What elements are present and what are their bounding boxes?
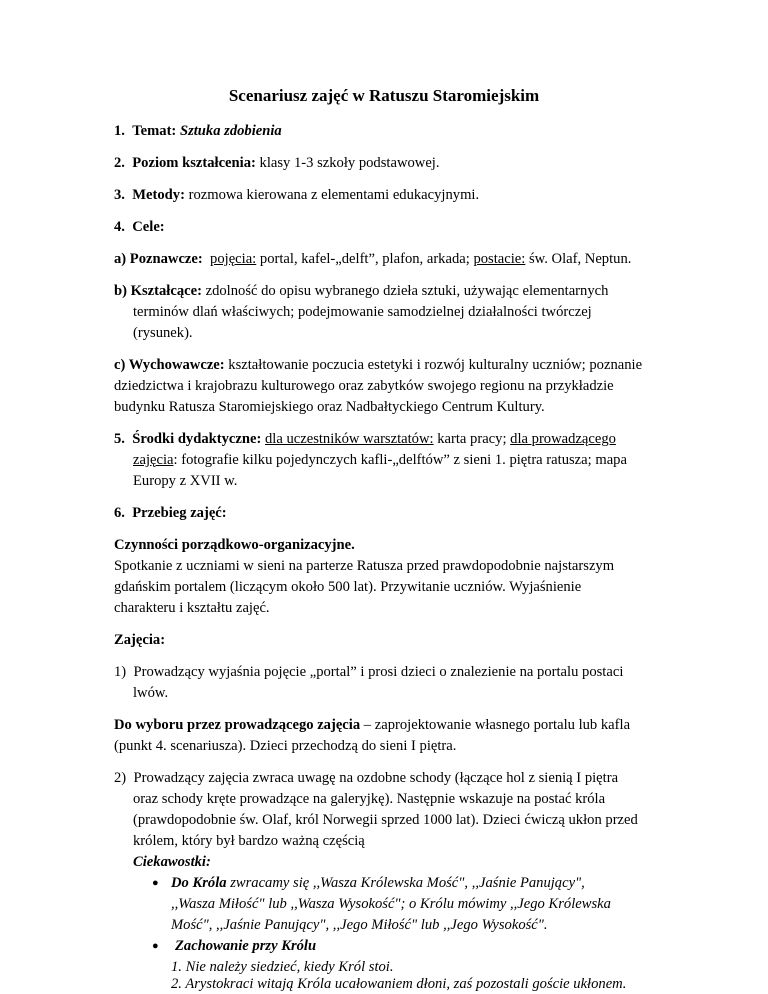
- section-heading-text: Zajęcia:: [114, 632, 166, 648]
- goal-cognitive: [114, 249, 676, 270]
- section-heading-text: Czynności porządkowo-organizacyjne.: [114, 537, 355, 553]
- paragraph-line: gdańskim portalem (liczącym około 500 lat). Przywitanie uczniów. Wyjaśnienie: [114, 579, 582, 595]
- aids-leader-label: dla prowadzącego: [510, 431, 616, 447]
- item-label: Cele:: [132, 219, 165, 235]
- step-text-line: (prawdopodobnie św. Olaf, król Norwegii sprzed 1000 lat). Dzieci ćwiczą ukłon przed: [133, 812, 638, 828]
- curiosities-heading: [133, 852, 676, 873]
- item-goals: [114, 217, 676, 238]
- paragraph-line: charakteru i kształtu zajęć.: [114, 600, 270, 616]
- goal-text-line: (rysunek).: [133, 325, 193, 341]
- item-number: 5.: [114, 431, 125, 447]
- goal-text-line: zdolność do opisu wybranego dzieła sztuki, używając elementarnych: [205, 283, 609, 299]
- option-text: – zaprojektowanie własnego portalu lub kafla: [360, 717, 631, 733]
- curiosity-text-line: 2. Arystokraci witają Króla ucałowaniem dłoni, zaś pozostali goście ukłonem.: [171, 976, 627, 992]
- item-value: rozmowa kierowana z elementami edukacyjnymi.: [188, 187, 480, 203]
- teaching-aids-line: Europy z XVII w.: [133, 473, 238, 489]
- section-heading: [114, 630, 676, 651]
- figures-label: postacie:: [473, 251, 526, 267]
- goal-label: a) Poznawcze:: [114, 251, 203, 267]
- item-label: Przebieg zajęć:: [132, 505, 227, 521]
- item-number: 4.: [114, 219, 125, 235]
- goal-label: b) Kształcące:: [114, 283, 202, 299]
- item-label: Środki dydaktyczne:: [132, 431, 262, 447]
- goal-text-line: dziedzictwa i krajobrazu kulturowego oraz zabytków swojego regionu na przykładzie: [114, 378, 614, 394]
- curiosity-bold: Zachowanie przy Królu: [175, 938, 317, 954]
- terms-text: portal, kafel-„delft”, plafon, arkada;: [259, 251, 470, 267]
- bullet-icon: ●: [152, 940, 159, 952]
- section-heading: [114, 535, 676, 556]
- document-title: Scenariusz zajęć w Ratuszu Staromiejskim: [228, 86, 540, 105]
- step-number: 2): [114, 770, 127, 786]
- item-value: klasy 1-3 szkoły podstawowej.: [259, 155, 440, 171]
- curiosity-text: zwracamy się ,,Wasza Królewska Mość", ,,Jaśnie Panujący",: [226, 875, 585, 891]
- curiosity-text-line: ,,Wasza Miłość" lub ,,Wasza Wysokość"; o Królu mówimy ,,Jego Królewska: [171, 896, 611, 912]
- paragraph-line: (punkt 4. scenariusza). Dzieci przechodzą do sieni I piętra.: [114, 738, 457, 754]
- option-paragraph: [114, 715, 676, 736]
- item-number: 3.: [114, 187, 125, 203]
- item-level: [114, 153, 676, 174]
- curiosity-text-line: 1. Nie należy siedzieć, kiedy Król stoi.: [171, 959, 394, 975]
- step-text-line: królem, który był bardzo ważną częścią: [133, 833, 365, 849]
- option-bold: Do wyboru przez prowadzącego zajęcia: [114, 717, 361, 733]
- item-value: Sztuka zdobienia: [179, 123, 282, 139]
- teaching-aids: [114, 429, 676, 450]
- item-label: Metody:: [132, 187, 185, 203]
- step-text-line: oraz schody kręte prowadzące na galeryjkę). Następnie wskazuje na postać króla: [133, 791, 606, 807]
- bullet-icon: ●: [152, 877, 159, 889]
- curiosity-bold: Do Króla: [171, 875, 227, 891]
- term-label: pojęcia:: [210, 251, 257, 267]
- item-methods: [114, 185, 676, 206]
- item-label: Poziom kształcenia:: [132, 155, 256, 171]
- step-text: Prowadzący zajęcia zwraca uwagę na ozdobne schody (łączące hol z sienią I piętra: [133, 770, 619, 786]
- curiosity-text-line: Mość", ,,Jaśnie Panujący", ,,Jego Miłość" lub ,,Jego Wysokość".: [171, 917, 548, 933]
- figures-text: św. Olaf, Neptun.: [528, 251, 632, 267]
- goal-text-line: terminów dlań właściwych; podejmowanie samodzielnej działalności twórczej: [133, 304, 592, 320]
- curiosities-heading-text: Ciekawostki:: [133, 854, 211, 870]
- item-label: Temat:: [132, 123, 177, 139]
- item-number: 1.: [114, 123, 125, 139]
- curiosity-item-2: [175, 936, 676, 957]
- step-number: 1): [114, 664, 127, 680]
- aids-leader-label-cont: zajęcia: [133, 452, 174, 468]
- item-number: 6.: [114, 505, 125, 521]
- curiosity-item-1: [171, 873, 676, 894]
- item-topic: [114, 121, 676, 142]
- item-number: 2.: [114, 155, 125, 171]
- step-text: Prowadzący wyjaśnia pojęcie „portal” i prosi dzieci o znalezienie na portalu postaci: [133, 664, 624, 680]
- paragraph-line: Spotkanie z uczniami w sieni na parterze Ratusza przed prawdopodobnie najstarszym: [114, 558, 615, 574]
- aids-participants-label: dla uczestników warsztatów:: [264, 431, 434, 447]
- aids-participants-text: karta pracy;: [437, 431, 507, 447]
- goal-label: c) Wychowawcze:: [114, 357, 225, 373]
- teaching-aids-line: [133, 450, 676, 471]
- step-2: [114, 768, 676, 789]
- goal-upbringing: [114, 355, 676, 376]
- aids-leader-text: : fotografie kilku pojedynczych kafli-„delftów” z sieni 1. piętra ratusza; mapa: [173, 452, 627, 468]
- step-1: [114, 662, 676, 683]
- item-course: [114, 503, 676, 524]
- goal-text-line: budynku Ratusza Staromiejskiego oraz Nadbałtyckiego Centrum Kultury.: [114, 399, 545, 415]
- goal-educational: [114, 281, 676, 302]
- goal-text-line: kształtowanie poczucia estetyki i rozwój kulturalny uczniów; poznanie: [228, 357, 643, 373]
- step-text-line: lwów.: [133, 685, 169, 701]
